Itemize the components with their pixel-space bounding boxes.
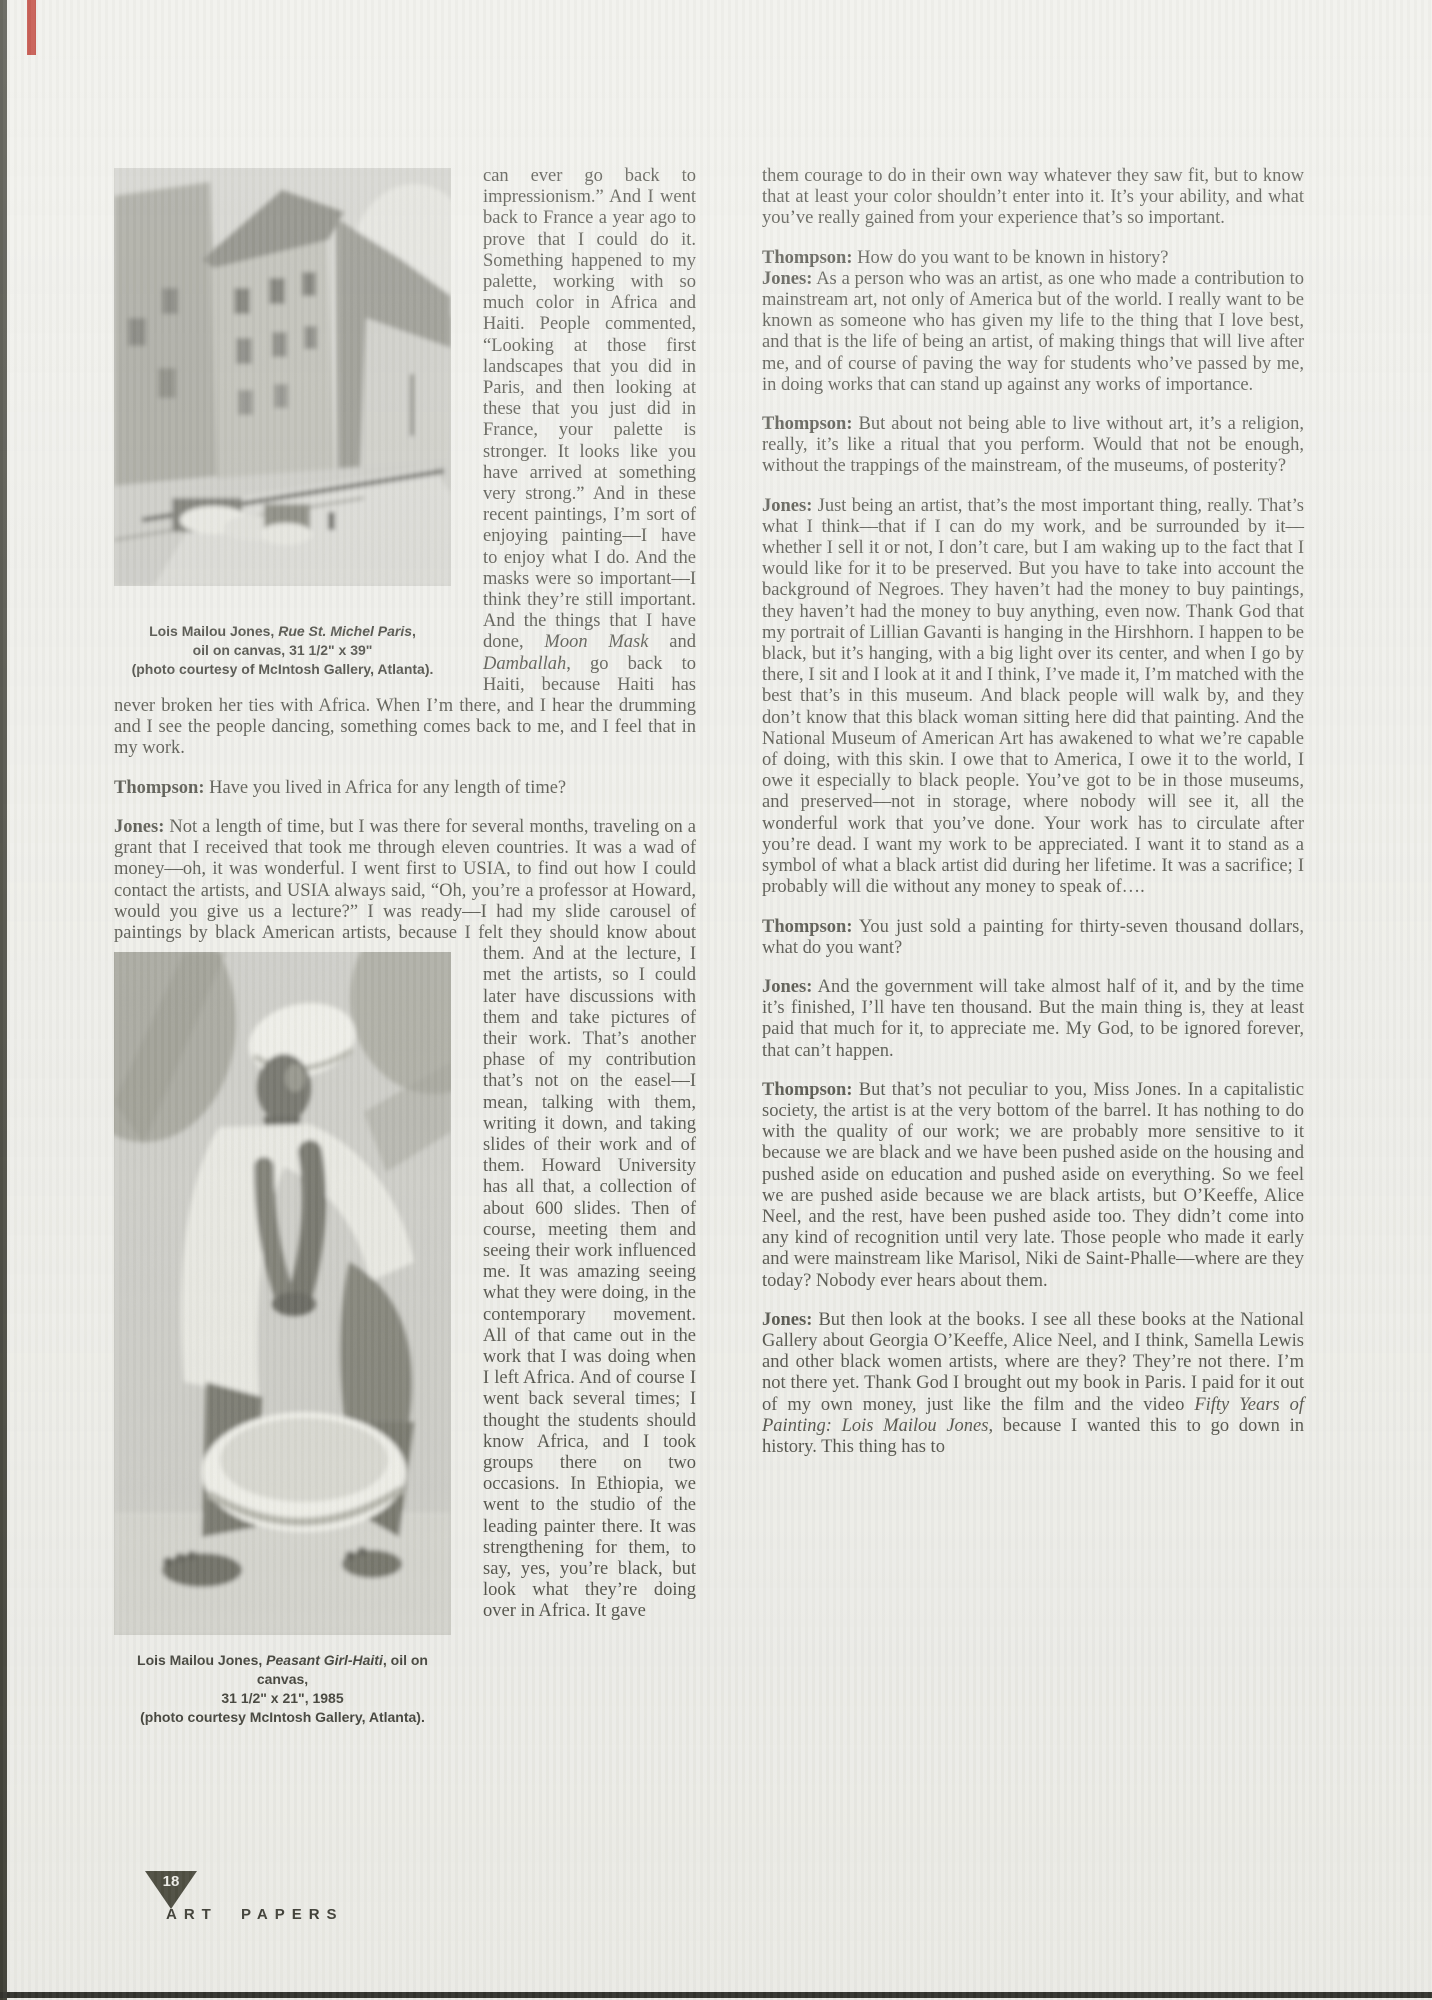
paragraph-continued: them courage to do in their own way whatever they saw fit, but to know that at least your color shouldn’t enter into it. It’s your ability, and what you’ve really gained from your experience that’s so important. [762, 166, 1304, 229]
painting-peasant-girl-image [114, 952, 451, 1635]
caption-line: 31 1/2" x 21", 1985 [221, 1690, 344, 1707]
paragraph-thompson-statement: Thompson: But that’s not peculiar to you, Miss Jones. In a capitalistic society, the artist is at the very bottom of the barrel. It has nothing to do with the quality of our work; we are probably more sensitive to it because we are black and we have been pushed aside on the housing and pushed aside on education and pushed aside on everything. So we feel we are pushed aside because we are black artists, but O’Keeffe, Alice Neel, and the rest, have been pushed aside too. They didn’t come into any kind of recognition until very late. Those people who made it early and were mainstream like Marisol, Niki de Saint-Phalle—where are they today? Nobody ever hears about them. [762, 1079, 1304, 1291]
magazine-title: ART PAPERS [166, 1906, 344, 1923]
paragraph-thompson-question: Thompson: Have you lived in Africa for any length of time? [114, 777, 567, 798]
paragraph-jones-answer: Jones: But then look at the books. I see all these books at the National Gallery about Georgia O’Keeffe, Alice Neel, and I think, Samella Lewis and other black women artists, where are they? They’re not there. I’m not there yet. Thank God I brought out my book in Paris. I paid for it out of my own money, just like the film and the video Fifty Years of Painting: Lois Mailou Jones, because I wanted this to go down in history. This thing has to [762, 1309, 1304, 1457]
figure-caption [114, 622, 451, 679]
left-edge-strip [0, 0, 7, 2000]
caption-line: (photo courtesy of McIntosh Gallery, Atlanta). [131, 661, 434, 677]
paragraph-thompson-question: Thompson: You just sold a painting for thirty-seven thousand dollars, what do you want? [762, 916, 1304, 958]
paragraph-text: Jones: Not a length of time, but I was there for several months, traveling on a grant that I received that took me through eleven countries. It was a wad of money—oh, it was wonderful. I went first to USIA, to find out how I could contact the artists, and USIA always said, “Oh, you’re a professor at Howard, would you give us a lecture?” I was ready—I had my slide carousel of paintings by black American artists, because I felt [114, 816, 696, 943]
painting-rue-st-michel-image [114, 168, 451, 586]
page-number-badge [144, 1870, 198, 1910]
article-columns [114, 166, 1304, 1733]
peasant-girl-painting [114, 952, 451, 1635]
paragraph-text: they should know about them. And at the lecture, I met the artists, so I could later have discussions with them and take pictures of their work. That’s another phase of my contribution that’s not on the easel—I mean, talking with them, writing it down, and taking slides of their work and of them. Howard University has all that, a collection of about 600 slides. Then of course, meeting them and seeing their work influenced me. It was amazing seeing what they were doing, in the contemporary movement. All of that came out in the work that I was doing when I left Africa. And of course I went back several times; I thought the students should know Africa, and I took groups there on two occasions. In Ethiopia, we went to the studio of the leading painter there. It was strengthening for them, to say, yes, you’re black, but look what they’re doing over in Africa. It gave [483, 922, 696, 1622]
figure-caption [114, 1651, 451, 1727]
caption-line: (photo courtesy McIntosh Gallery, Atlanta). [140, 1709, 425, 1726]
bottom-edge-line [0, 1992, 1432, 1998]
left-column [114, 166, 696, 1733]
street-scene-painting [114, 168, 451, 586]
page-number: 18 [162, 1873, 180, 1890]
caption-line: Lois Mailou Jones, Peasant Girl-Haiti, oil on canvas, [137, 1652, 428, 1688]
paragraph-jones-answer [114, 816, 696, 1726]
figure-rue-st-michel [114, 168, 451, 679]
caption-line: Lois Mailou Jones, Rue St. Michel Paris, [149, 623, 416, 639]
red-registration-mark [27, 0, 36, 55]
paragraph-continued-from-previous-page: can ever go back to impressionism.” And I went back to France a year ago to prove that I could do it. Something happened to my palette, working with so much color in Africa and Haiti. People commented, “Looking at those first landscapes that you did in Paris, and then looking at these that you just did in France, your palette is stronger. It looks like you have arrived at something very strong.” And in these recent paintings, I’m sort of enjoying painting—I have to enjoy what I do. And the masks were so important—I think they’re still important. And the things that I have done, Moon Mask and Damballah, go back to Haiti, because Haiti has never broken her ties with Africa. When I’m there, and I hear the drumming and I see the people dancing, something comes back to me, and I feel that in my work. [114, 166, 696, 759]
paragraph-jones-answer: Jones: Just being an artist, that’s the most important thing, really. That’s what I think—that if I can do my work, and be surrounded by it—whether I sell it or not, I don’t care, but I am waking up to the fact that I would like for it to be preserved. But you have to take into account the background of Negroes. They haven’t had the money to buy paintings, they haven’t had the money to buy anything, even now. Thank God that my portrait of Lillian Gavanti is hanging in the Hirshhorn. I happen to be black, but it’s hanging, with a big light over its center, and when I go by there, I sit and I look at it and I think, I’ve made it, I’m matched with the best that’s in this museum. And black people will walk by, and they don’t know that this black woman sitting here did that painting. And the National Museum of American Art has awakened to what we’re capable of doing, with this skin. I owe that to America, I owe it to the world, I owe it especially to black people. You’ve got to be in those museums, and preserved—not in storage, where nobody will see it, all the wonderful work that you’ve done. Your work has to circulate after you’re dead. I want my work to be appreciated. I want it to stand as a symbol of what a black artist did during her lifetime. It was a sacrifice; I probably will die without any money to speak of…. [762, 495, 1304, 898]
right-column [762, 166, 1304, 1733]
figure-peasant-girl [114, 952, 451, 1727]
paragraph-jones-answer: Jones: And the government will take almost half of it, and by the time it’s finished, I’ll have ten thousand. But the main thing is, they at least paid that much for it, to appreciate me. My God, to be ignored forever, that can’t happen. [762, 976, 1304, 1061]
caption-line: oil on canvas, 31 1/2" x 39" [192, 642, 373, 658]
paragraph-thompson-question: Thompson: But about not being able to live without art, it’s a religion, really, it’s like a ritual that you perform. Would that not be enough, without the trappings of the mainstream, of the museums, of posterity? [762, 414, 1304, 477]
paragraph-thompson-jones: Thompson: How do you want to be known in history? Jones: As a person who was an artist, as one who made a contribution to mainstream art, not only of America but of the world. I really want to be known as someone who has given my life to the thing that I love best, and that is the life of being an artist, of making things that will live after me, and of course of paving the way for students who’ve passed by me, in doing works that can stand up against any works of importance. [762, 247, 1304, 395]
